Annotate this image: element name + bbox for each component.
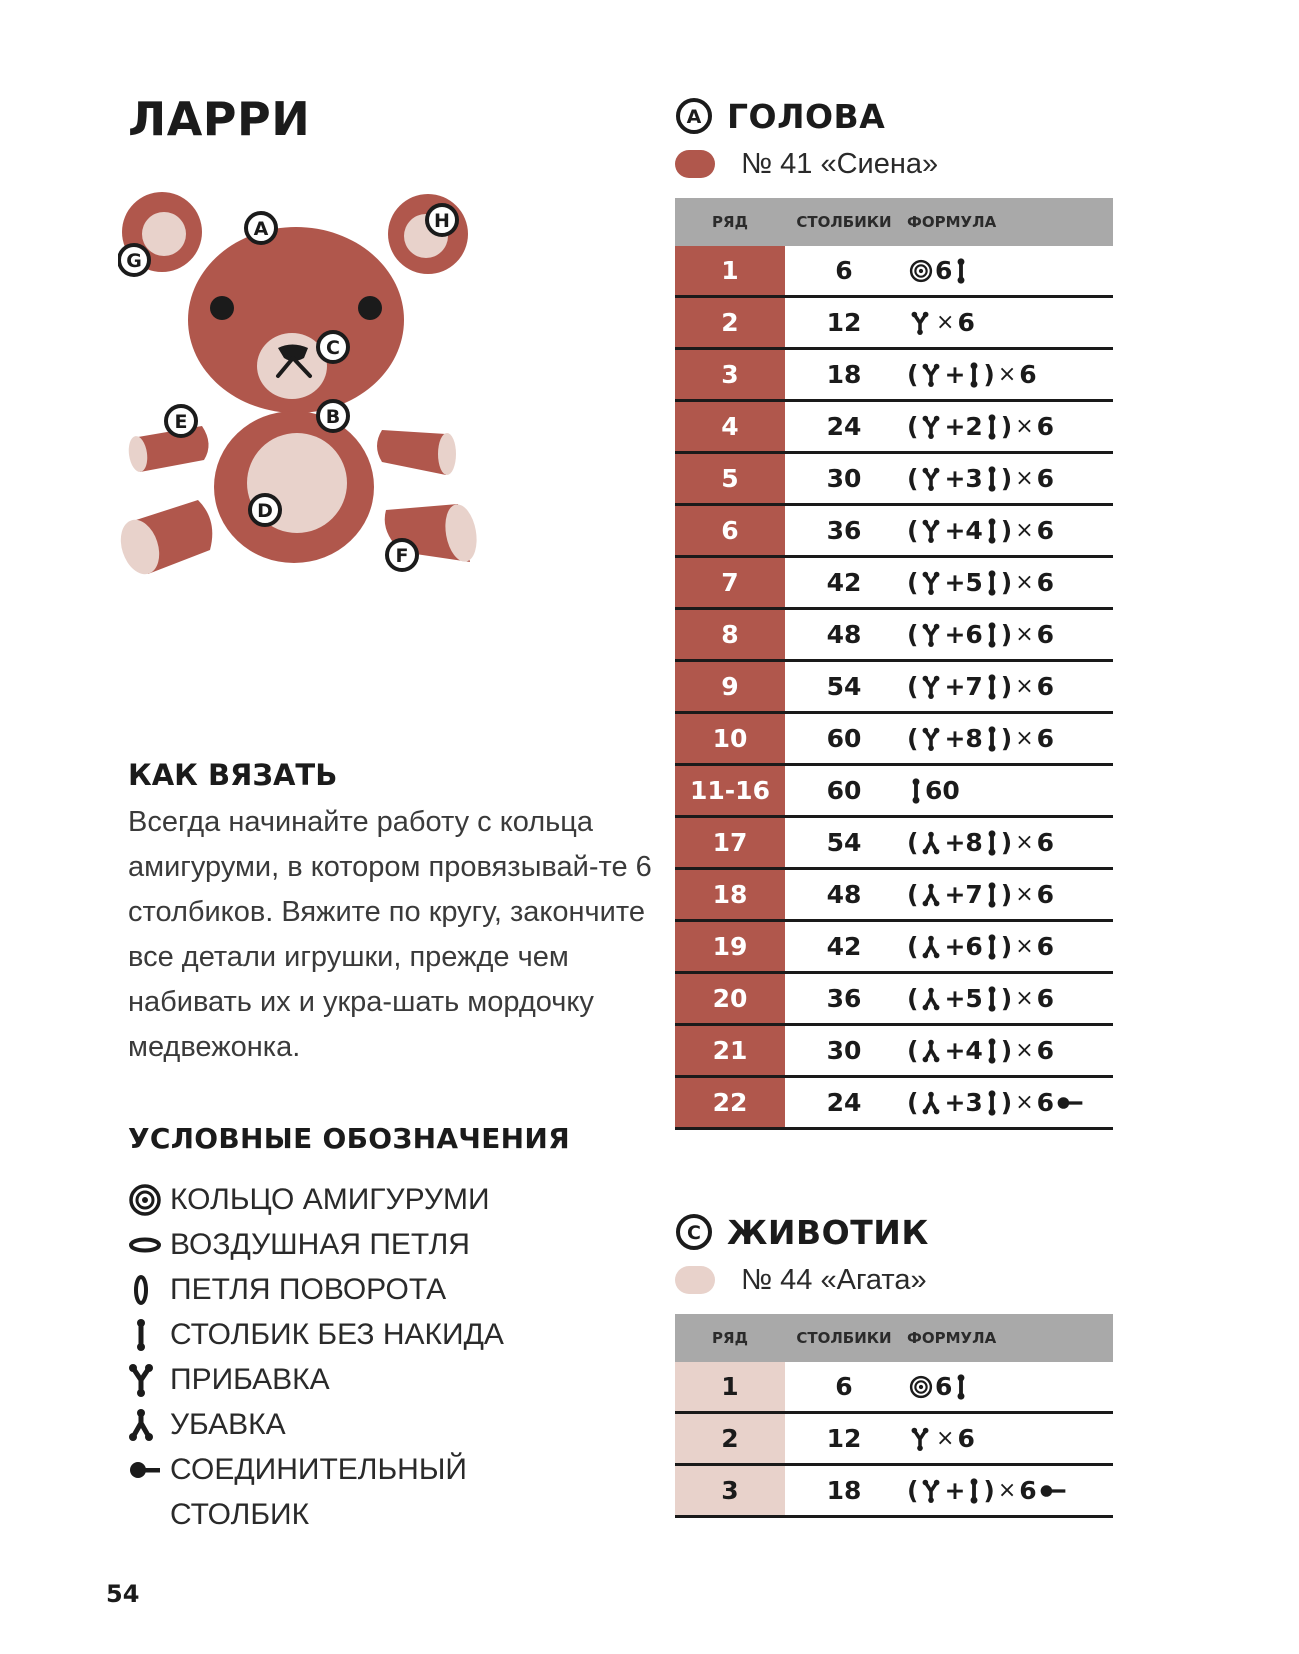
row-number: 3	[675, 1466, 785, 1515]
magic-ring-icon	[128, 1177, 170, 1222]
slip-stitch-icon	[1056, 1093, 1084, 1113]
formula-text: 6	[1036, 828, 1055, 857]
increase-icon	[909, 311, 931, 335]
head-letter: A	[686, 106, 702, 128]
formula-text: 6	[1036, 932, 1055, 961]
formula-text: 6	[1036, 464, 1055, 493]
formula-text: )	[1000, 1088, 1013, 1117]
increase-icon	[909, 1427, 931, 1451]
head-pattern-table	[675, 198, 1113, 1130]
formula	[903, 766, 1113, 815]
head-section-header	[675, 92, 1115, 140]
formula-text: +4	[944, 1036, 983, 1065]
legend-label: СОЕДИНИТЕЛЬНЫЙ СТОЛБИК	[170, 1453, 467, 1531]
decrease-icon	[920, 987, 942, 1011]
left-arm	[127, 426, 209, 473]
formula-text: )	[1000, 1036, 1013, 1065]
row-number: 4	[675, 402, 785, 451]
belly-yarn-label: № 44 «Агата»	[741, 1263, 927, 1296]
legend-item-chain-stitch	[128, 1222, 570, 1267]
row-number: 6	[675, 506, 785, 555]
formula-text: 6	[957, 308, 975, 337]
stitch-count: 30	[826, 1036, 862, 1065]
formula-text: (	[907, 828, 919, 857]
formula-text: +7	[944, 672, 983, 701]
single-crochet-icon	[967, 362, 981, 388]
formula-text: (	[907, 568, 919, 597]
single-crochet-icon	[967, 1478, 981, 1504]
table-row	[675, 1414, 1113, 1466]
right-arm	[377, 430, 456, 475]
slip-stitch-icon	[128, 1447, 170, 1492]
decrease-icon	[128, 1402, 170, 1447]
formula-text: (	[907, 672, 919, 701]
stitch-count: 60	[826, 776, 862, 805]
stitch-count: 48	[826, 880, 862, 909]
single-crochet-icon	[985, 830, 999, 856]
marker-d	[250, 495, 280, 525]
stitch-count: 24	[826, 412, 862, 441]
head-yarn	[675, 142, 1115, 186]
magic-ring-icon	[909, 259, 933, 283]
row-number: 11-16	[675, 766, 785, 815]
single-crochet-icon	[954, 1374, 968, 1400]
formula-times: ×	[997, 1478, 1017, 1503]
formula-text: (	[907, 516, 919, 545]
table-row	[675, 1466, 1113, 1518]
belly-section	[675, 1208, 1115, 1518]
table-row	[675, 662, 1113, 714]
formula-text: )	[983, 360, 995, 389]
formula-text: (	[907, 880, 919, 909]
marker-h-label: H	[434, 210, 450, 232]
row-number: 10	[675, 714, 785, 763]
col-row-header: РЯД	[712, 1329, 748, 1347]
slip-stitch-icon	[1039, 1481, 1067, 1501]
legend-item-increase	[128, 1357, 570, 1402]
belly-section-header	[675, 1208, 1115, 1256]
table-row	[675, 246, 1113, 298]
single-crochet-icon	[985, 570, 999, 596]
increase-icon	[920, 363, 942, 387]
right-ear	[388, 194, 468, 274]
formula-text: +8	[944, 724, 983, 753]
increase-icon	[920, 623, 942, 647]
bear-body	[214, 411, 374, 563]
legend-item-magic-ring	[128, 1177, 570, 1222]
formula	[903, 558, 1113, 607]
legend-heading: УСЛОВНЫЕ ОБОЗНАЧЕНИЯ	[128, 1122, 570, 1155]
stitch-count: 54	[826, 672, 862, 701]
stitch-count: 12	[826, 1424, 862, 1453]
bear-illustration	[118, 190, 518, 620]
single-crochet-icon	[985, 726, 999, 752]
table-row	[675, 1362, 1113, 1414]
legend-item-single-crochet	[128, 1312, 570, 1357]
formula-text: +3	[944, 464, 983, 493]
formula-text: +3	[944, 1088, 983, 1117]
single-crochet-icon	[954, 258, 968, 284]
formula-text: (	[907, 724, 919, 753]
marker-f	[387, 540, 417, 570]
formula-text: (	[907, 932, 919, 961]
table-row	[675, 506, 1113, 558]
legend-item-slip-stitch	[128, 1447, 570, 1537]
formula-text: 6	[1036, 672, 1055, 701]
formula-text: )	[983, 1476, 995, 1505]
increase-icon	[128, 1357, 170, 1402]
formula-text: +7	[944, 880, 983, 909]
formula-times: ×	[1015, 830, 1034, 855]
row-number: 2	[675, 298, 785, 347]
col-stitches-header: СТОЛБИКИ	[796, 213, 892, 231]
formula	[903, 1414, 1113, 1463]
row-number: 1	[675, 246, 785, 295]
table-row	[675, 974, 1113, 1026]
formula-times: ×	[1015, 986, 1034, 1011]
legend-item-decrease	[128, 1402, 570, 1447]
legend-label: ПРИБАВКА	[170, 1363, 330, 1396]
belly-section-title: ЖИВОТИК	[727, 1212, 929, 1252]
formula-text: )	[1000, 620, 1013, 649]
head-section-title: ГОЛОВА	[727, 96, 886, 136]
formula-text: )	[1000, 516, 1013, 545]
formula-text: )	[1000, 672, 1013, 701]
marker-d-label: D	[257, 500, 273, 522]
formula-text: 6	[1036, 1036, 1055, 1065]
formula-text: (	[907, 984, 919, 1013]
head-section	[675, 92, 1115, 1130]
single-crochet-icon	[985, 986, 999, 1012]
single-crochet-icon	[985, 466, 999, 492]
decrease-icon	[920, 1039, 942, 1063]
row-number: 7	[675, 558, 785, 607]
single-crochet-icon	[985, 674, 999, 700]
table-row	[675, 922, 1113, 974]
formula	[903, 818, 1113, 867]
formula-text: )	[1000, 828, 1013, 857]
stitch-count: 42	[826, 568, 862, 597]
table-header	[675, 1314, 1113, 1362]
marker-b-label: B	[325, 406, 341, 428]
legend-list	[128, 1177, 570, 1537]
belly-letter: C	[687, 1222, 701, 1244]
increase-icon	[920, 727, 942, 751]
table-row	[675, 870, 1113, 922]
head-letter-badge	[675, 97, 713, 135]
formula	[903, 974, 1113, 1023]
decrease-icon	[920, 831, 942, 855]
formula-text: (	[907, 360, 919, 389]
formula-text: )	[1000, 464, 1013, 493]
stitch-count: 48	[826, 620, 862, 649]
formula-times: ×	[1015, 570, 1034, 595]
table-header	[675, 198, 1113, 246]
row-number: 3	[675, 350, 785, 399]
stitch-count: 54	[826, 828, 862, 857]
formula-text: +	[944, 360, 966, 389]
legend-label: КОЛЬЦО АМИГУРУМИ	[170, 1183, 490, 1216]
row-number: 17	[675, 818, 785, 867]
formula	[903, 1362, 1113, 1411]
formula-times: ×	[1015, 518, 1034, 543]
marker-e	[166, 406, 196, 436]
formula	[903, 610, 1113, 659]
chain-stitch-icon	[128, 1222, 170, 1267]
marker-b	[318, 401, 348, 431]
stitch-count: 18	[826, 1476, 862, 1505]
marker-a-label: A	[253, 218, 269, 240]
formula-text: (	[907, 412, 919, 441]
formula	[903, 1078, 1113, 1127]
table-row	[675, 1078, 1113, 1130]
formula-text: 6	[1019, 360, 1037, 389]
stitch-count: 6	[835, 256, 853, 285]
col-formula-header: ФОРМУЛА	[907, 1329, 997, 1347]
table-row	[675, 766, 1113, 818]
formula-text: 60	[925, 776, 960, 805]
stitch-count: 36	[826, 984, 862, 1013]
stitch-count: 30	[826, 464, 862, 493]
col-row-header: РЯД	[712, 213, 748, 231]
formula	[903, 922, 1113, 971]
formula	[903, 662, 1113, 711]
howto-text: Всегда начинайте работу с кольца амигуруми, в котором провязывай-те 6 столбиков. Вяжите по кругу, закончите все детали игрушки, прежде чем набивать их и укра-шать мордочку медвежонка.	[128, 806, 652, 1063]
col-formula-header: ФОРМУЛА	[907, 213, 997, 231]
table-row	[675, 402, 1113, 454]
decrease-icon	[920, 1091, 942, 1115]
single-crochet-icon	[128, 1312, 170, 1357]
formula-text: +5	[944, 984, 983, 1013]
formula	[903, 350, 1113, 399]
legend-label: УБАВКА	[170, 1408, 286, 1441]
decrease-icon	[920, 935, 942, 959]
yarn-swatch-icon	[675, 150, 715, 178]
increase-icon	[920, 675, 942, 699]
single-crochet-icon	[909, 778, 923, 804]
row-number: 20	[675, 974, 785, 1023]
formula-times: ×	[1015, 934, 1034, 959]
row-number: 22	[675, 1078, 785, 1127]
formula-text: 6	[1036, 1088, 1055, 1117]
increase-icon	[920, 571, 942, 595]
single-crochet-icon	[985, 414, 999, 440]
formula-text: 6	[935, 1372, 953, 1401]
formula-times: ×	[936, 310, 955, 335]
single-crochet-icon	[985, 1038, 999, 1064]
stitch-count: 42	[826, 932, 862, 961]
row-number: 9	[675, 662, 785, 711]
formula-text: 6	[1019, 1476, 1037, 1505]
formula	[903, 454, 1113, 503]
table-row	[675, 714, 1113, 766]
marker-h	[427, 205, 457, 235]
formula-text: 6	[1036, 984, 1055, 1013]
yarn-swatch-icon	[675, 1266, 715, 1294]
row-number: 18	[675, 870, 785, 919]
stitch-count: 36	[826, 516, 862, 545]
marker-g-label: G	[126, 250, 142, 272]
formula-times: ×	[1015, 674, 1034, 699]
marker-g	[119, 245, 149, 275]
stitch-count: 12	[826, 308, 862, 337]
increase-icon	[920, 1479, 942, 1503]
formula-text: (	[907, 1036, 919, 1065]
single-crochet-icon	[985, 934, 999, 960]
table-body	[675, 1362, 1113, 1518]
marker-c-label: C	[326, 337, 340, 359]
row-number: 1	[675, 1362, 785, 1411]
formula-times: ×	[1015, 414, 1034, 439]
formula-text: 6	[935, 256, 953, 285]
row-number: 21	[675, 1026, 785, 1075]
head-yarn-label: № 41 «Сиена»	[741, 147, 939, 180]
row-number: 8	[675, 610, 785, 659]
belly-pattern-table	[675, 1314, 1113, 1518]
formula-text: )	[1000, 724, 1013, 753]
formula-text: (	[907, 1476, 919, 1505]
turning-chain-icon	[128, 1267, 170, 1312]
row-number: 5	[675, 454, 785, 503]
marker-c	[318, 332, 348, 362]
formula-text: 6	[1036, 516, 1055, 545]
formula-text: (	[907, 620, 919, 649]
howto-heading: КАК ВЯЗАТЬ	[128, 758, 338, 792]
formula-text: 6	[1036, 880, 1055, 909]
belly-yarn	[675, 1258, 1115, 1302]
legend-label: ВОЗДУШНАЯ ПЕТЛЯ	[170, 1228, 470, 1261]
single-crochet-icon	[985, 518, 999, 544]
stitch-count: 18	[826, 360, 862, 389]
formula-text: 6	[1036, 620, 1055, 649]
formula-text: +8	[944, 828, 983, 857]
formula-times: ×	[1015, 622, 1034, 647]
left-leg	[118, 500, 212, 579]
formula-text: 6	[1036, 724, 1055, 753]
table-body	[675, 246, 1113, 1130]
formula-text: )	[1000, 880, 1013, 909]
formula-text: 6	[957, 1424, 975, 1453]
single-crochet-icon	[985, 622, 999, 648]
row-number: 19	[675, 922, 785, 971]
formula-text: 6	[1036, 568, 1055, 597]
table-row	[675, 610, 1113, 662]
page-number: 54	[106, 1580, 140, 1608]
formula	[903, 1466, 1113, 1515]
formula-text: +4	[944, 516, 983, 545]
formula-text: +5	[944, 568, 983, 597]
formula	[903, 298, 1113, 347]
formula	[903, 402, 1113, 451]
formula	[903, 246, 1113, 295]
formula-times: ×	[1015, 466, 1034, 491]
formula-text: +6	[944, 932, 983, 961]
increase-icon	[920, 415, 942, 439]
increase-icon	[920, 467, 942, 491]
legend-label: ПЕТЛЯ ПОВОРОТА	[170, 1273, 447, 1306]
formula-times: ×	[936, 1426, 955, 1451]
table-row	[675, 454, 1113, 506]
increase-icon	[920, 519, 942, 543]
page-title: ЛАРРИ	[128, 92, 311, 146]
legend-item-turning-chain	[128, 1267, 570, 1312]
belly-letter-badge	[675, 1213, 713, 1251]
col-stitches-header: СТОЛБИКИ	[796, 1329, 892, 1347]
table-row	[675, 558, 1113, 610]
stitch-count: 24	[826, 1088, 862, 1117]
magic-ring-icon	[909, 1375, 933, 1399]
row-number: 2	[675, 1414, 785, 1463]
formula-text: )	[1000, 932, 1013, 961]
stitch-count: 6	[835, 1372, 853, 1401]
formula-text: )	[1000, 412, 1013, 441]
single-crochet-icon	[985, 882, 999, 908]
table-row	[675, 298, 1113, 350]
formula	[903, 1026, 1113, 1075]
decrease-icon	[920, 883, 942, 907]
formula	[903, 870, 1113, 919]
formula-text: (	[907, 1088, 919, 1117]
legend-label: СТОЛБИК БЕЗ НАКИДА	[170, 1318, 504, 1351]
formula-times: ×	[1015, 726, 1034, 751]
formula-text: 6	[1036, 412, 1055, 441]
marker-f-label: F	[395, 545, 409, 567]
formula-text: (	[907, 464, 919, 493]
formula-text: )	[1000, 984, 1013, 1013]
stitch-count: 60	[826, 724, 862, 753]
table-row	[675, 350, 1113, 402]
marker-a	[246, 213, 276, 243]
table-row	[675, 818, 1113, 870]
formula	[903, 714, 1113, 763]
formula-times: ×	[1015, 1038, 1034, 1063]
formula-text: +	[944, 1476, 966, 1505]
table-row	[675, 1026, 1113, 1078]
formula-text: +2	[944, 412, 983, 441]
formula-times: ×	[1015, 1090, 1034, 1115]
formula-times: ×	[1015, 882, 1034, 907]
bear-head	[188, 227, 404, 413]
single-crochet-icon	[985, 1090, 999, 1116]
formula	[903, 506, 1113, 555]
formula-text: )	[1000, 568, 1013, 597]
marker-e-label: E	[174, 411, 188, 433]
formula-times: ×	[997, 362, 1017, 387]
formula-text: +6	[944, 620, 983, 649]
